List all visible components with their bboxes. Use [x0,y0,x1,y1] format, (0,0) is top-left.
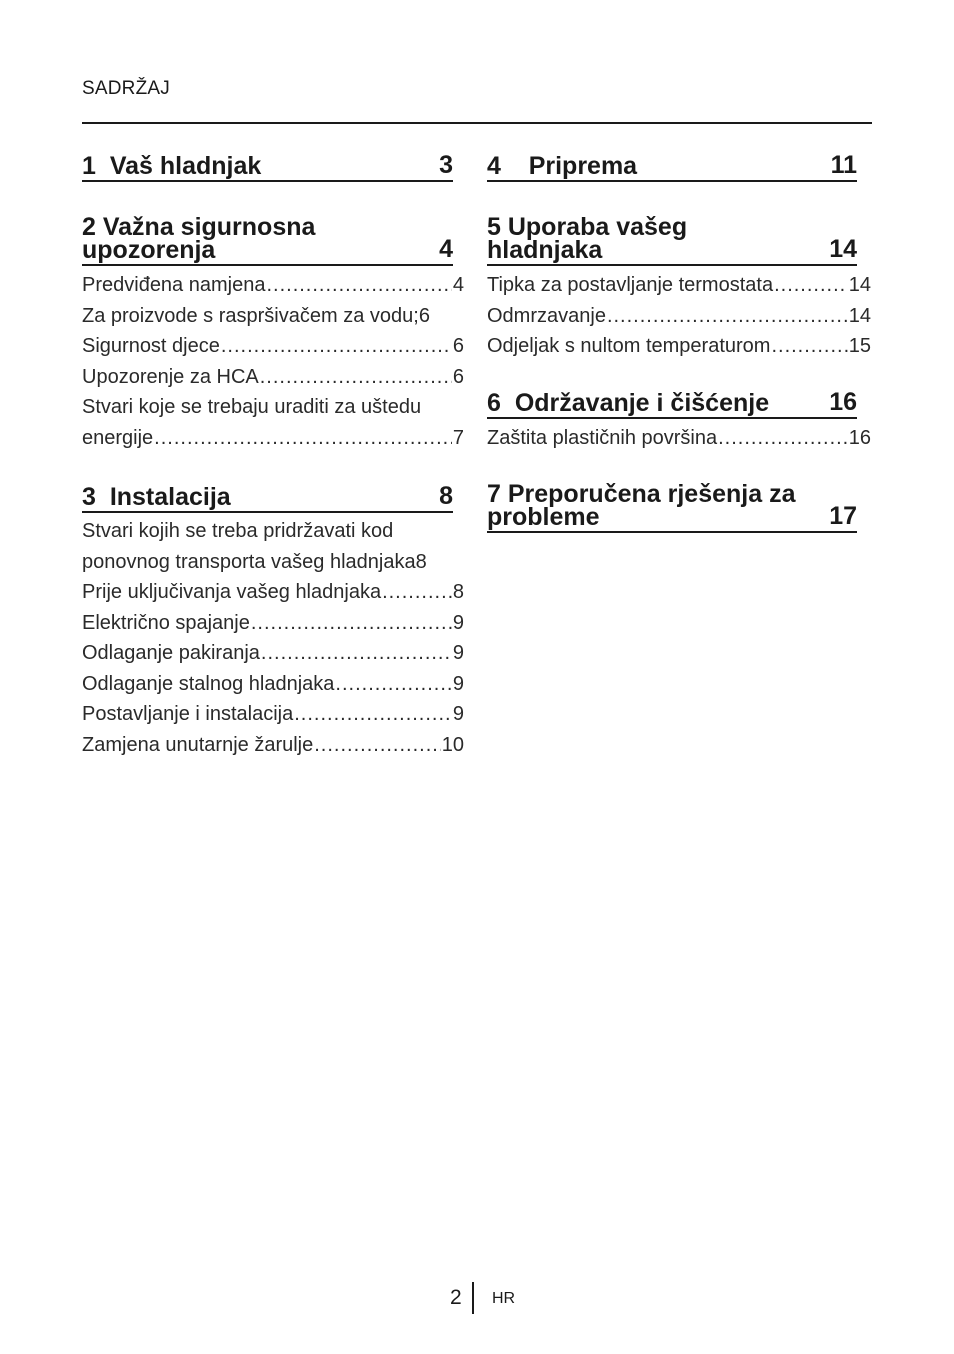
section-title: Instalacija [109,483,231,511]
section-number: 3 [82,483,96,511]
section-title: Priprema [528,152,638,180]
entry-line-2: ponovnog transporta vašeg hladnjaka [82,550,416,573]
toc-section-7[interactable] [487,480,857,533]
section-title-line-1: 5 Uporaba vašeg [487,213,688,241]
toc-left-column [82,150,464,760]
toc-section-2[interactable] [82,213,453,266]
section-title-line-2: probleme [487,503,600,531]
toc-entry[interactable]: Odlaganje stalnog hladnjaka ..... 9 [82,669,464,700]
toc-entry-multiline[interactable]: Stvari koje se trebaju uraditi za uštedu energije ..... 7 [82,392,464,453]
toc-entry[interactable]: Odjeljak s nultom temperaturom ..... 15 [487,331,871,362]
toc-entry[interactable]: Tipka za postavljanje termostata ..... 14 [487,270,871,301]
toc-section-4[interactable] [487,150,857,182]
section-page: 8 [439,482,453,510]
toc-entry[interactable]: Za proizvode s raspršivačem za vodu; 6 [82,304,430,327]
entry-line-1: Stvari koje se trebaju uraditi za uštedu [82,396,422,418]
toc-entry-multiline[interactable]: Stvari kojih se treba pridržavati kod ponovnog transporta vašeg hladnjaka 8 [82,516,464,577]
language-code: HR [492,1290,516,1307]
section-page: 14 [829,235,857,263]
toc-entry[interactable]: Električno spajanje ..... 9 [82,608,464,639]
toc-entry[interactable]: Odmrzavanje ..... 14 [487,301,871,332]
toc-section-1[interactable] [82,150,453,182]
toc-entry[interactable]: Predviđena namjena ..... 4 [82,270,464,301]
toc-entry[interactable]: Sigurnost djece ..... 6 [82,331,464,362]
section-title-line-2: hladnjaka [487,236,603,264]
section-page: 17 [829,502,857,530]
toc-entry[interactable]: Zaštita plastičnih površina ..... 16 [487,423,871,454]
toc-section-6[interactable] [487,387,857,419]
section-page: 11 [830,151,857,179]
section-number: 1 [82,152,96,180]
toc-right-column [487,150,871,533]
toc-entry[interactable]: Upozorenje za HCA ..... 6 [82,362,464,393]
section-title-line-1: 7 Preporučena rješenja za [487,480,796,508]
section-page: 4 [439,235,453,263]
section-title: Održavanje i čišćenje [514,388,770,417]
section-number: 6 [487,388,501,417]
section-title: Vaš hladnjak [109,152,262,180]
toc-section-5[interactable] [487,213,857,266]
section-title-line-1: 2 Važna sigurnosna [82,213,316,241]
section-page: 16 [829,387,857,416]
section-number: 4 [487,152,501,180]
toc-entry[interactable]: Zamjena unutarnje žarulje ..... 10 [82,730,464,761]
page-title: SADRŽAJ [82,78,170,99]
section-title-line-2: upozorenja [82,236,216,264]
toc-entry[interactable]: Odlaganje pakiranja ..... 9 [82,638,464,669]
toc-section-3[interactable] [82,481,453,513]
footer-divider [472,1282,474,1314]
page-number: 2 [450,1286,462,1309]
toc-entry[interactable]: Prije uključivanja vašeg hladnjaka ..... 8 [82,577,464,608]
entry-line-1: Stvari kojih se treba pridržavati kod [82,520,394,542]
toc-entry[interactable]: Postavljanje i instalacija ..... 9 [82,699,464,730]
header-divider [82,122,872,124]
entry-line-2: energije [82,426,154,449]
section-page: 3 [439,151,453,179]
